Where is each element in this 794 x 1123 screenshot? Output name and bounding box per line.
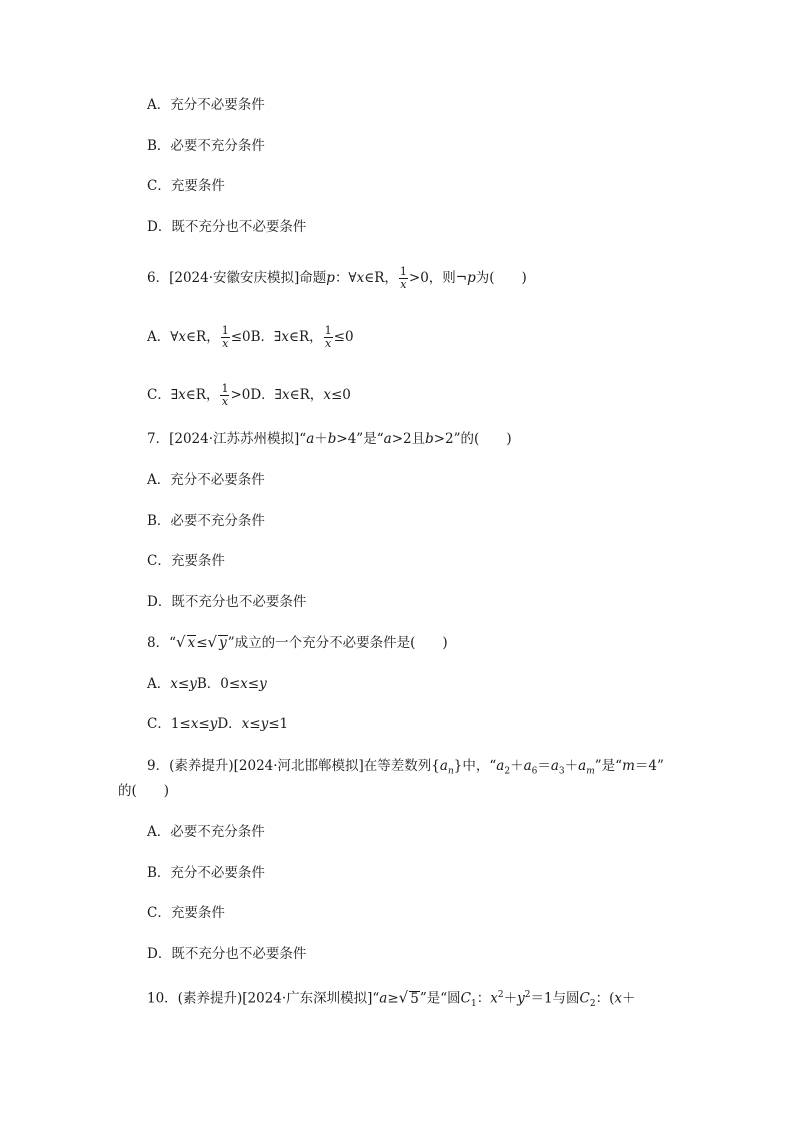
q5-option-d: D．既不充分也不必要条件 (147, 219, 307, 235)
q6-fraction: $\frac{1}{x}$ (399, 265, 407, 291)
q6-options-ab: A．∀x∈R， $\frac{1}{x}$ ≤0B．∃x∈R， $\frac{1}{x}$ ≤0 (147, 324, 354, 350)
q10-stem: 10．(素养提升)[2024·广东深圳模拟]“a≥√ 5”是“圆$C_1$：$x^2+y^2=1$与圆$C_2$：(x＋ (147, 988, 636, 1010)
q9-stem: 9．(素养提升)[2024·河北邯郸模拟]在等差数列$\{a_n\}$中，“$a_2+a_6=a_3+a_m$”是“m＝4” (147, 758, 664, 777)
q8-stem: 8．“√ x≤√ y”成立的一个充分不必要条件是( ) (147, 633, 448, 651)
q9-stem-line2: 的( ) (118, 783, 170, 799)
q7-option-b: B．必要不充分条件 (147, 513, 265, 529)
q8-options-cd: C．1≤x≤yD．x≤y≤1 (147, 716, 289, 732)
q5-option-a: A．充分不必要条件 (147, 97, 265, 113)
q6-options-cd: C．∃x∈R， $\frac{1}{x}$ >0D．∃x∈R，x≤0 (147, 382, 351, 408)
q7-option-d: D．既不充分也不必要条件 (147, 594, 307, 610)
q9-option-d: D．既不充分也不必要条件 (147, 946, 307, 962)
q9-option-a: A．必要不充分条件 (147, 824, 265, 840)
q6-stem: 6．[2024·安徽安庆模拟]命题p：∀x∈R， $\frac{1}{x}$ >0，则¬p为( ) (147, 265, 527, 291)
q6-optA-fraction: $\frac{1}{x}$ (221, 324, 229, 350)
q9-option-c: C．充要条件 (147, 905, 225, 921)
q7-option-c: C．充要条件 (147, 553, 225, 569)
q8-options-ab: A．x≤yB．0≤x≤y (147, 676, 267, 692)
q7-stem: 7．[2024·江苏苏州模拟]“a＋b>4”是“a>2且b>2”的( ) (147, 431, 512, 447)
q5-option-c: C．充要条件 (147, 178, 225, 194)
q9-option-b: B．充分不必要条件 (147, 865, 265, 881)
q7-option-a: A．充分不必要条件 (147, 472, 265, 488)
q5-option-b: B．必要不充分条件 (147, 138, 265, 154)
q6-optC-fraction: $\frac{1}{x}$ (221, 382, 229, 408)
q6-optB-fraction: $\frac{1}{x}$ (324, 324, 332, 350)
